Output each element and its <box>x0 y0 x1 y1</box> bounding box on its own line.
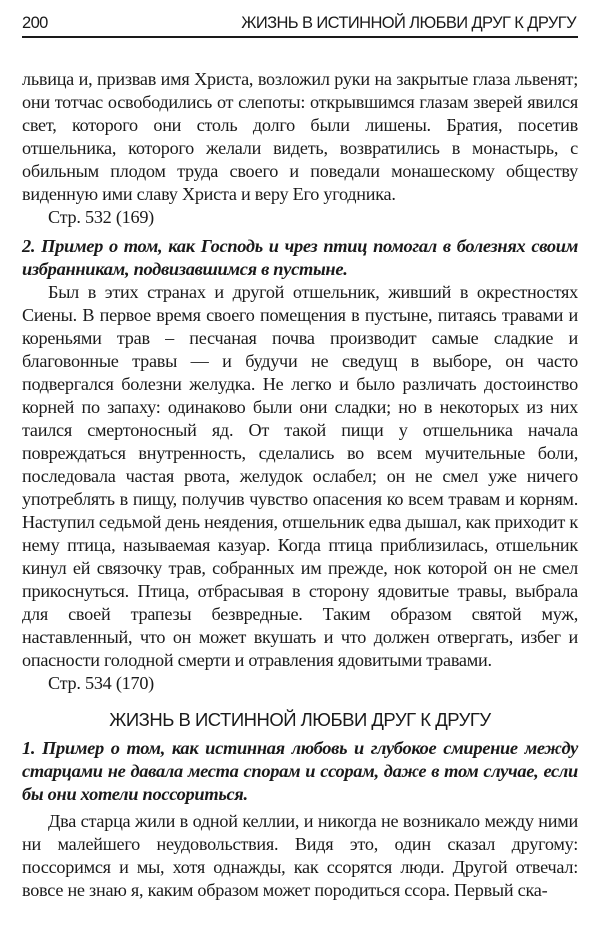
example-heading: 2. Пример о том, как Господь и чрез птиц помогал в болезнях своим избранникам, подвизавшимся в пустыне. <box>22 236 578 279</box>
page-body <box>22 68 578 902</box>
section-title: ЖИЗНЬ В ИСТИННОЙ ЛЮБВИ ДРУГ К ДРУГУ <box>109 709 491 730</box>
continuation-paragraph: львица и, призвав имя Христа, возложил руки на закрытые глаза львенят; они тотчас освободились от слепоты: открывшимся глазам зверей явился свет, которого они столь долго были лишены. Братия, посетив отшельника, которого желали видеть, возвратились в монастырь, с обильным плодом труда своего и поведали монашескому обществу виденную ими славу Христа и веру Его угодника. <box>22 69 578 204</box>
body-paragraph: Два старца жили в одной келлии, и никогда не возникало между ними ни малейшего неудовольствия. Видя это, один сказал другому: поссоримся и мы, хотя однажды, как ссорятся люди. Другой отвечал: вовсе не знаю я, каким образом может породиться ссора. Первый ска- <box>22 811 578 900</box>
page-number: 200 <box>22 14 48 32</box>
running-head-title: ЖИЗНЬ В ИСТИННОЙ ЛЮБВИ ДРУГ К ДРУГУ <box>241 14 576 32</box>
example-heading: 1. Пример о том, как истинная любовь и глубокое смирение между старцами не давала места спорам и ссорам, даже в том случае, если бы они хотели поссориться. <box>22 738 578 804</box>
source-reference: Стр. 532 (169) <box>48 207 154 227</box>
source-reference: Стр. 534 (170) <box>48 673 154 693</box>
running-head <box>22 14 578 38</box>
body-paragraph: Был в этих странах и другой отшельник, живший в окрестностях Сиены. В первое время своего помещения в пустыне, питаясь травами и кореньями трав – песчаная почва производит самые сладкие и благовонные травы — и будучи не сведущ в выборе, он часто подвергался болезни желудка. Не легко и было различать достоинство корней по запаху: одинаково были они сладки; но в некоторых из них таился смертоносный яд. От такой пищи у отшельника начала повреждаться внутренность, сделались во всем мучительные боли, последовала частая рвота, желудок ослабел; он не смел уже ничего употреблять в пищу, получив чувство опасения ко всем травам и корням. Наступил седьмой день неядения, отшельник едва дышал, как приходит к нему птица, называемая казуар. Когда птица приблизилась, отшельник кинул ей связочку трав, собранных им прежде, нок которой он не смел прикоснуться. Птица, отбрасывая в сторону ядовитые травы, выбрала для своей трапезы безвредные. Таким образом святой муж, наставленный, что он может вкушать и что должен отвергать, избег и опасности голодной смерти и отравления ядовитыми травами. <box>22 282 578 670</box>
